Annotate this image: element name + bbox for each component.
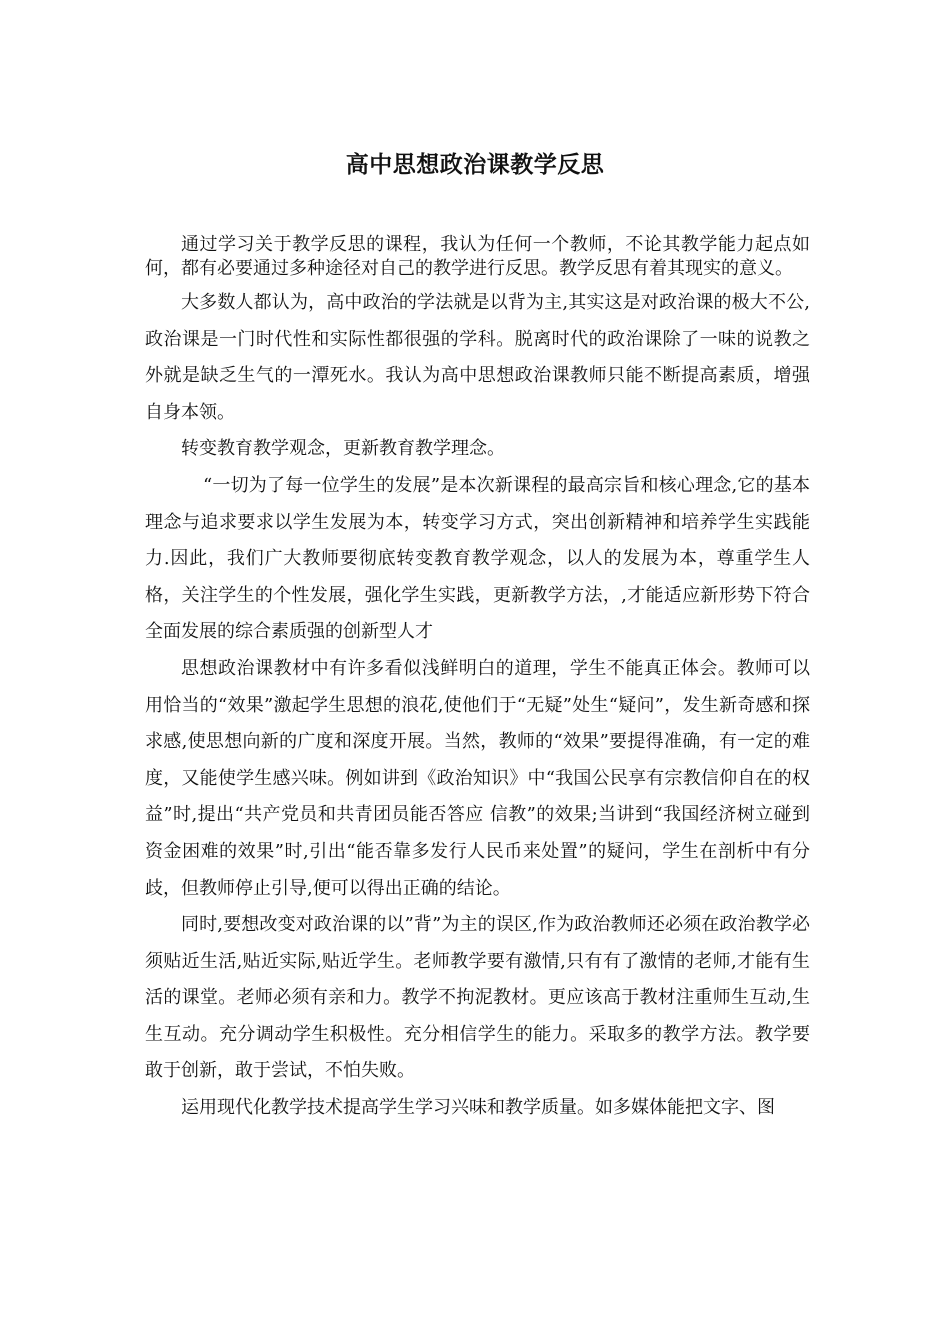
document-title: 高中思想政治课教学反思 <box>345 151 605 179</box>
paragraph: 通过学习关于教学反思的课程，我认为任何一个教师，不论其教学能力起点如何，都有必要通过多种途径对自己的教学进行反思。教学反思有着其现实的意义。 <box>145 234 810 279</box>
paragraph: “一切为了每一位学生的发展”是本次新课程的最高宗旨和核心理念,它的基本理念与追求要求以学生发展为本，转变学习方式，突出创新精神和培养学生实践能力.因此，我们广大教师要彻底转变教育教学观念，以人的发展为本，尊重学生人格，关注学生的个性发展，强化学生实践，更新教学方法，,才能适应新形势下符合全面发展的综合素质强的创新型人才 <box>145 474 810 643</box>
paragraph: 转变教育教学观念，更新教育教学理念。 <box>181 438 505 460</box>
paragraph: 大多数人都认为，高中政治的学法就是以背为主,其实这是对政治课的极大不公,政治课是一门时代性和实际性都很强的学科。脱离时代的政治课除了一味的说教之外就是缺乏生气的一潭死水。我认为高中思想政治课教师只能不断提高素质，增强自身本领。 <box>145 292 810 423</box>
document-body <box>145 233 810 1127</box>
paragraph: 思想政治课教材中有许多看似浅鲜明白的道理，学生不能真正体会。教师可以用恰当的“效果”激起学生思想的浪花,使他们于“无疑”处生“疑问”，发生新奇感和探求感,使思想向新的广度和深度开展。当然，教师的“效果”要提得准确，有一定的难度，又能使学生感兴味。例如讲到《政治知识》中“我国公民享有宗教信仰自在的权益”时,提出“共产党员和共青团员能否答应 信教”的效果;当讲到“我国经济树立碰到 资金困难的效果”时,引出“能否靠多发行人民币来处置”的疑问，学生在剖析中有分歧，但教师停止引导,便可以得出正确的结论。 <box>145 657 810 899</box>
paragraph: 同时,要想改变对政治课的以”背”为主的误区,作为政治教师还必须在政治教学必须贴近生活,贴近实际,贴近学生。老师教学要有激情,只有有了激情的老师,才能有生活的课堂。老师必须有亲和力。教学不拘泥教材。更应该高于教材注重师生互动,生生互动。充分调动学生积极性。充分相信学生的能力。采取多的教学方法。教学要敢于创新，敢于尝试，不怕失败。 <box>145 914 810 1082</box>
paragraph: 运用现代化教学技术提高学生学习兴味和教学质量。如多媒体能把文字、图 <box>181 1097 775 1119</box>
